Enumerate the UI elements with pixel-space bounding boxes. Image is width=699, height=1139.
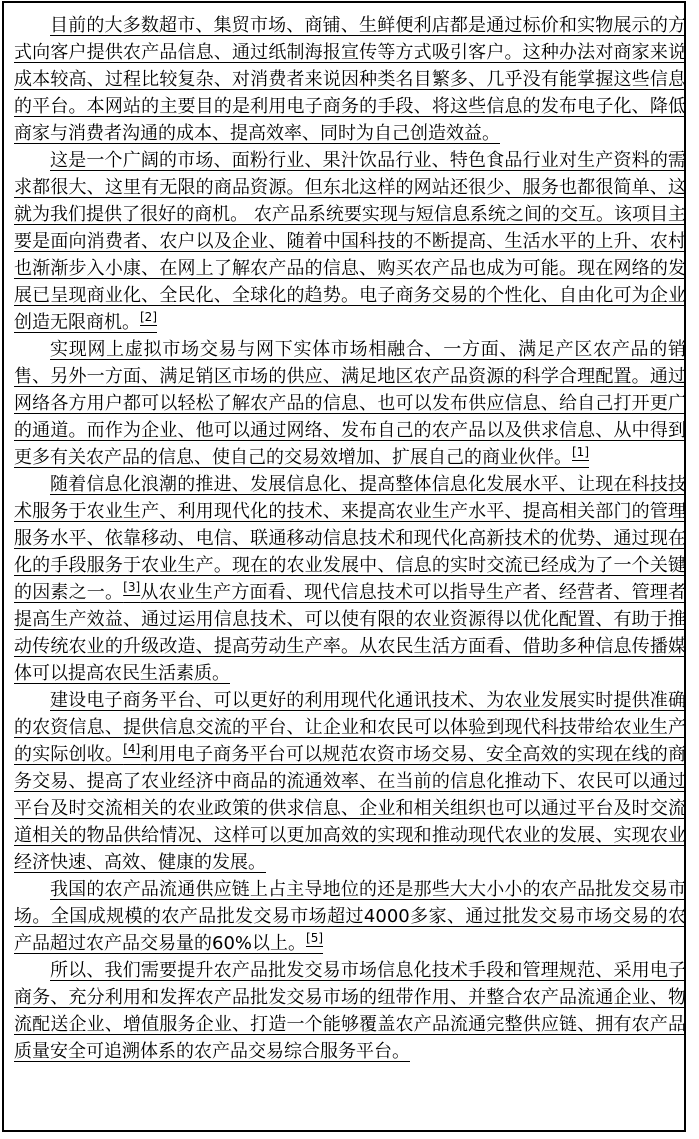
paragraph — [14, 147, 686, 336]
paragraph-text: 所以、我们需要提升农产品批发交易市场信息化技术手段和管理规范、采用电子商务、充分利用和发挥农产品批发交易市场的纽带作用、并整合农产品流通企业、物流配送企业、增值服务企业、打造一个能够覆盖农产品流通完整供应链、拥有农产品质量安全可追溯体系的农产品交易综合服务平台。 — [14, 960, 686, 1062]
paragraph-text: 实现网上虚拟市场交易与网下实体市场相融合、一方面、满足产区农产品的销售、另外一方面、满足销区市场的供应、满足地区农产品资源的科学合理配置。通过网络各方用户都可以轻松了解农产品的信息、也可以发布供应信息、给自己打开更广的通道。而作为企业、他可以通过网络、发布自己的农产品以及供求信息、从中得到更多有关农产品的信息、使自己的交易效增加、扩展自己的商业伙伴。 — [14, 339, 686, 468]
page — [2, 1, 686, 1132]
paragraph — [14, 876, 686, 957]
paragraph-text: 利用电子商务平台可以规范农资市场交易、安全高效的实现在线的商务交易、提高了农业经济中商品的流通效率、在当前的信息化推动下、农民可以通过平台及时交流相关的农业政策的供求信息、企业和相关组织也可以通过平台及时交流道相关的物品供给情况、这样可以更加高效的实现和推动现代农业的发展、实现农业经济快速、高效、健康的发展。 — [14, 744, 687, 873]
paragraph — [14, 12, 686, 147]
paragraph-text: 我国的农产品流通供应链上占主导地位的还是那些大大小小的农产品批发交易市场。全国成规模的农产品批发交易市场超过4000多家、通过批发交易市场交易的农产品超过农产品交易量的60%以上。 — [14, 879, 686, 954]
paragraph-text: 随着信息化浪潮的推进、发展信息化、提高整体信息化发展水平、让现在科技技术服务于农业生产、利用现代化的技术、来提高农业生产水平、提高相关部门的管理服务水平、依靠移动、电信、联通移动信息技术和现代化高新技术的优势、通过现在化的手段服务于农业生产。现在的农业发展中、信息的实时交流已经成为了一个关键的因素之一。 — [14, 474, 686, 603]
citation-ref[interactable]: [5] — [306, 931, 324, 945]
paragraph-text: 建设电子商务平台、可以更好的利用现代化通讯技术、为农业发展实时提供准确的农资信息、提供信息交流的平台、让企业和农民可以体验到现代科技带给农业生产的实际创收。 — [14, 690, 686, 765]
document-body[interactable] — [14, 12, 686, 1065]
paragraph — [14, 336, 686, 471]
paragraph — [14, 471, 686, 687]
citation-ref[interactable]: [1] — [572, 445, 589, 459]
paragraph — [14, 687, 686, 876]
paragraph — [14, 957, 686, 1065]
paragraph-text: 这是一个广阔的市场、面粉行业、果汁饮品行业、特色食品行业对生产资料的需求都很大、这里有无限的商品资源。但东北这样的网站还很少、服务也都很简单、这就为我们提供了很好的商机。 农产品系统要实现与短信息系统之间的交互。该项目主要是面向消费者、农户以及企业、随着中国科技的不断提高、生活水平的上升、农村也渐渐步入小康、在网上了解农产品的信息、购买农产品也成为可能。现在网络的发展已呈现商业化、全民化、全球化的趋势。电子商务交易的个性化、自由化可为企业创造无限商机。 — [14, 150, 686, 333]
citation-ref[interactable]: [3] — [123, 580, 141, 594]
citation-ref[interactable]: [2] — [140, 310, 157, 324]
paragraph-text: 目前的大多数超市、集贸市场、商铺、生鲜便利店都是通过标价和实物展示的方式向客户提供农产品信息、通过纸制海报宣传等方式吸引客户。这种办法对商家来说成本较高、过程比较复杂、对消费者来说因种类名目繁多、几乎没有能掌握这些信息的平台。本网站的主要目的是利用电子商务的手段、将这些信息的发布电子化、降低商家与消费者沟通的成本、提高效率、同时为自己创造效益。 — [14, 15, 686, 144]
paragraph-text: 从农业生产方面看、现代信息技术可以指导生产者、经营者、管理者提高生产效益、通过运用信息技术、可以使有限的农业资源得以优化配置、有助于推动传统农业的升级改造、提高劳动生产率。从农民生活方面看、借助多种信息传播媒体可以提高农民生活素质。 — [14, 582, 687, 684]
citation-ref[interactable]: [4] — [123, 742, 141, 756]
